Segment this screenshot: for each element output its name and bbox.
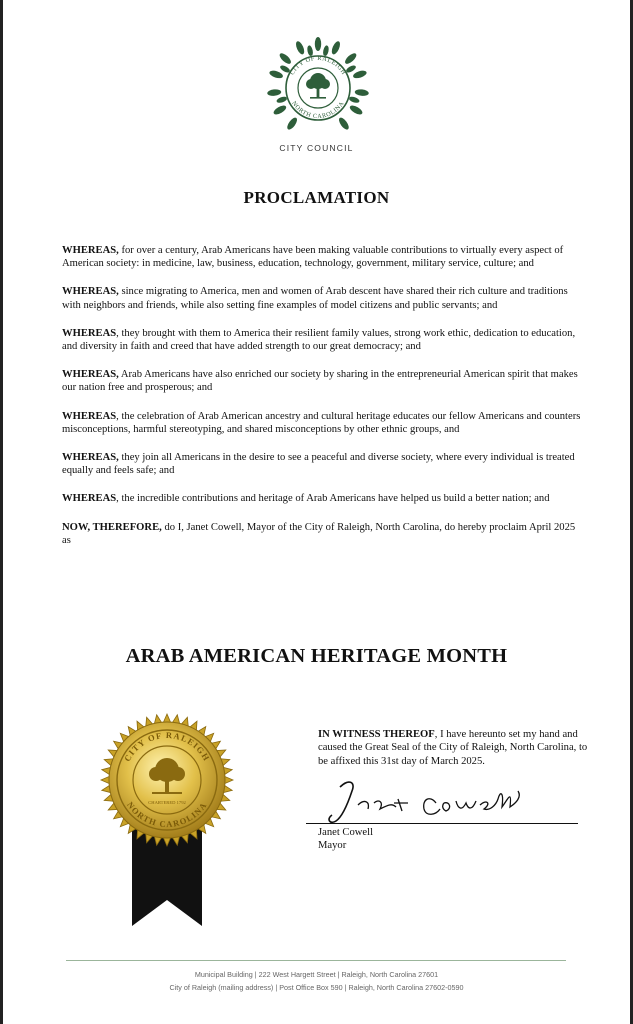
witness-text: , I have hereunto set my hand and caused the Great Seal of the City of Raleigh, North Carolina, to be affixed this 31st day of March 2025. (318, 729, 588, 767)
left-edge (0, 0, 3, 1024)
whereas-paragraph (62, 492, 582, 505)
svg-text:NORTH CAROLINA: NORTH CAROLINA (125, 799, 209, 830)
page-title: PROCLAMATION (243, 188, 390, 207)
signature-line (306, 823, 578, 824)
paragraph-lead: WHEREAS (62, 327, 117, 339)
proclamation-body (62, 244, 582, 562)
paragraph-text: since migrating to America, men and women of Arab descent have shared their rich culture and traditions with neighbors and friends, while also setting fine examples of model citizens and public servants; and (62, 286, 568, 311)
whereas-paragraph (62, 244, 582, 270)
paragraph-text: , the celebration of Arab American ancestry and cultural heritage educates our fellow Americans and counters misconceptions, harmful stereotyping, and shared misconceptions by other ethnic groups, and (62, 410, 581, 435)
whereas-paragraph (62, 410, 582, 436)
svg-text:CITY OF RALEIGH: CITY OF RALEIGH (288, 54, 348, 77)
paragraph-lead: WHEREAS, (62, 245, 119, 256)
svg-text:NORTH CAROLINA: NORTH CAROLINA (290, 100, 346, 121)
paragraph-text: Arab Americans have also enriched our society by sharing in the entrepreneurial American spirit that makes our nation free and prosperous; and (62, 369, 578, 394)
paragraph-text: , the incredible contributions and heritage of Arab Americans have helped us build a better nation; and (116, 493, 550, 505)
paragraph-text: , they brought with them to America their resilient family values, strong work ethic, dedication to education, and diversity in faith and creed that have added strength to our great democracy; and (62, 327, 576, 353)
whereas-paragraph (62, 285, 582, 311)
paragraph-text: they join all Americans in the desire to see a peaceful and diverse society, where every individual is treated equally and feels safe; and (62, 452, 575, 477)
seal-founded: CHARTERED 1792 (148, 800, 186, 805)
footer-rule (66, 960, 566, 961)
paragraph-lead: WHEREAS, (62, 286, 119, 298)
paragraph-lead: WHEREAS, (62, 452, 119, 464)
therefore-paragraph (62, 521, 582, 547)
paragraph-lead: WHEREAS (62, 410, 117, 422)
paragraph-lead: WHEREAS (62, 493, 117, 505)
gold-seal (92, 704, 242, 936)
whereas-paragraph (62, 451, 582, 477)
department-label: CITY COUNCIL (279, 143, 354, 153)
signatory-title: Mayor (318, 840, 347, 851)
svg-text:CITY OF RALEIGH: CITY OF RALEIGH (121, 729, 213, 764)
witness-statement (318, 728, 590, 768)
signatory (318, 826, 373, 852)
paragraph-lead: WHEREAS, (62, 369, 119, 381)
paragraph-text: do I, Janet Cowell, Mayor of the City of Raleigh, North Carolina, do hereby proclaim April 2025 as (62, 521, 576, 546)
footer-address: Municipal Building | 222 West Hargett Street | Raleigh, North Carolina 27601 (194, 970, 439, 979)
signature (318, 777, 580, 829)
whereas-paragraph (62, 368, 582, 394)
city-logo-seal (266, 36, 370, 140)
whereas-paragraph (62, 327, 582, 353)
paragraph-lead: NOW, THEREFORE, (62, 521, 162, 533)
footer-mailing-address: City of Raleigh (mailing address) | Post Office Box 590 | Raleigh, North Carolina 27602-0590 (169, 983, 464, 992)
signatory-name: Janet Cowell (318, 827, 374, 838)
witness-lead: IN WITNESS THEREOF (318, 729, 435, 740)
signature-scrawl (318, 777, 580, 829)
proclamation-headline: ARAB AMERICAN HERITAGE MONTH (125, 645, 508, 667)
paragraph-text: for over a century, Arab Americans have been making valuable contributions to virtually every aspect of American society: in medicine, law, business, education, technology, government, military service, culture; and (62, 245, 564, 270)
